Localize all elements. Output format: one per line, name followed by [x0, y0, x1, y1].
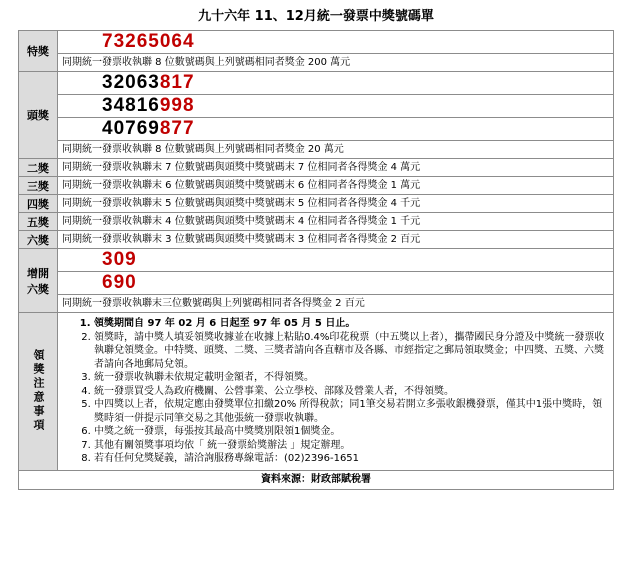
notes-item: 4. 統一發票買受人為政府機關、公營事業、公立學校、部隊及營業人者，不得領獎。: [94, 385, 607, 399]
grand-prize-number-prefix: 40769: [102, 118, 160, 139]
page-title: 九十六年 11、12月統一發票中獎號碼單: [198, 9, 434, 24]
grand-prize-description: 同期統一發票收執聯 8 位數號碼與上列號碼相同者獎金 20 萬元: [58, 141, 614, 159]
third-prize-row: [19, 177, 614, 195]
grand-prize-number: [102, 72, 613, 94]
notes-label-cell: [19, 313, 58, 471]
fourth-prize-description: 同期統一發票收執聯末 5 位數號碼與頭獎中獎號碼末 5 位相同者各得獎金 4 千元: [58, 195, 614, 213]
notes-item: 7. 其他有關領獎事項均依「 統一發票給獎辦法 」規定辦理。: [94, 439, 607, 453]
special-prize-desc-row: [19, 54, 614, 72]
second-prize-description: 同期統一發票收執聯末 7 位數號碼與頭獎中獎號碼末 7 位相同者各得獎金 4 萬元: [58, 159, 614, 177]
extra-sixth-description: 同期統一發票收執聯末三位數號碼與上列號碼相同者各得獎金 2 百元: [58, 295, 614, 313]
extra-sixth-number-row: [19, 249, 614, 272]
special-prize-label: 特獎: [19, 31, 58, 72]
sixth-prize-description: 同期統一發票收執聯末 3 位數號碼與頭獎中獎號碼末 3 位相同者各得獎金 2 百元: [58, 231, 614, 249]
notes-item: 3. 統一發票收執聯未依規定載明金額者，不得領獎。: [94, 371, 607, 385]
grand-prize-number-row: [19, 72, 614, 95]
source-row: [19, 470, 614, 489]
notes-list: [58, 313, 613, 470]
notes-row: [19, 313, 614, 471]
grand-prize-number-row: [19, 118, 614, 141]
fourth-prize-row: [19, 195, 614, 213]
notes-label: 領獎注意事項: [32, 349, 45, 434]
grand-prize-number: [102, 118, 613, 140]
special-prize-description: 同期統一發票收執聯 8 位數號碼與上列號碼相同者獎金 200 萬元: [58, 54, 614, 72]
source-text: 資料來源：財政部賦稅署: [19, 470, 614, 489]
special-prize-number-row: [19, 31, 614, 54]
grand-prize-number-suffix: 998: [159, 95, 195, 116]
third-prize-label: 三獎: [19, 177, 58, 195]
extra-sixth-number-row: [19, 272, 614, 295]
extra-sixth-number: 309: [102, 249, 137, 270]
notes-item: 5. 中四獎以上者，依規定應由發獎單位扣繳20% 所得稅款；同1筆交易若開立多張收銀機發票，僅其中1張中獎時，領獎時須一併提示同筆交易之其他張統一發票收執聯。: [94, 398, 607, 425]
grand-prize-number: [102, 95, 613, 117]
sixth-prize-row: [19, 231, 614, 249]
grand-prize-desc-row: [19, 141, 614, 159]
fourth-prize-label: 四獎: [19, 195, 58, 213]
extra-sixth-number: 690: [102, 272, 137, 293]
extra-sixth-label-line2: 六獎: [27, 282, 49, 296]
grand-prize-number-suffix: 877: [159, 118, 195, 139]
grand-prize-number-prefix: 34816: [102, 95, 160, 116]
extra-sixth-prize-label: [19, 249, 58, 313]
prize-table: [18, 30, 614, 490]
fifth-prize-description: 同期統一發票收執聯末 4 位數號碼與頭獎中獎號碼末 4 位相同者各得獎金 1 千元: [58, 213, 614, 231]
third-prize-description: 同期統一發票收執聯末 6 位數號碼與頭獎中獎號碼末 6 位相同者各得獎金 1 萬元: [58, 177, 614, 195]
second-prize-row: [19, 159, 614, 177]
grand-prize-number-suffix: 817: [159, 72, 195, 93]
extra-sixth-label-line1: 增開: [27, 266, 49, 280]
grand-prize-number-prefix: 32063: [102, 72, 160, 93]
fifth-prize-row: [19, 213, 614, 231]
grand-prize-label: 頭獎: [19, 72, 58, 159]
notes-item: 8. 若有任何兌獎疑義，請洽詢服務專線電話：(02)2396-1651: [94, 452, 607, 466]
notes-item: 2. 領獎時，請中獎人填妥領獎收據並在收據上粘貼0.4%印花稅票（中五獎以上者），攜帶國民身分證及中獎統一發票收執聯兌領獎金。中特獎、頭獎、二獎、三獎者請向各直轄市及各縣、市經指定之郵局領取獎金；中四獎、五獎、六獎者請向各地郵局兌領。: [94, 331, 607, 372]
second-prize-label: 二獎: [19, 159, 58, 177]
notes-item: 6. 中獎之統一發票，每張按其最高中獎獎別限領1個獎金。: [94, 425, 607, 439]
notes-item: 1. 領獎期間自 97 年 02 月 6 日起至 97 年 05 月 5 日止。: [94, 317, 607, 331]
sixth-prize-label: 六獎: [19, 231, 58, 249]
grand-prize-number-row: [19, 95, 614, 118]
special-prize-number: 73265064: [102, 31, 195, 52]
fifth-prize-label: 五獎: [19, 213, 58, 231]
extra-sixth-desc-row: [19, 295, 614, 313]
